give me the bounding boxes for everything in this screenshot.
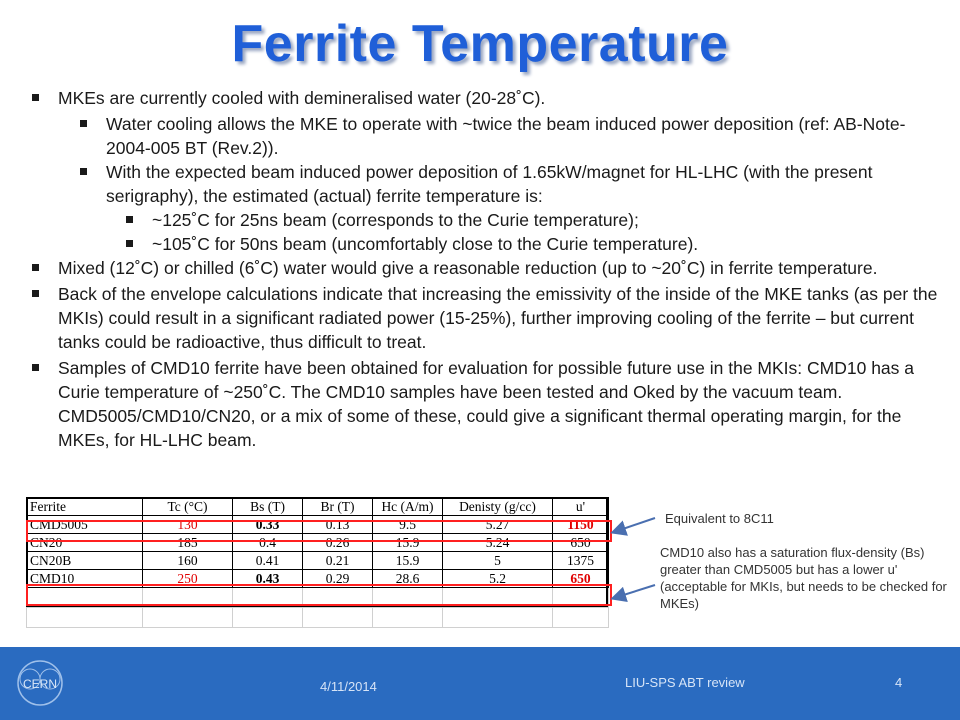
square-bullet-icon <box>80 168 87 175</box>
bullet-text: Mixed (12˚C) or chilled (6˚C) water would give a reasonable reduction (up to ~20˚C) in ferrite temperature. <box>58 258 878 278</box>
table-cell: CMD10 <box>27 570 143 588</box>
arrow-to-cmd10 <box>614 585 655 598</box>
empty-grid-row <box>27 608 609 628</box>
table-cell: 9.5 <box>373 516 443 534</box>
table-cell: 0.33 <box>233 516 303 534</box>
table-cell: 5.24 <box>443 534 553 552</box>
header-cell: Denisty (g/cc) <box>443 498 553 516</box>
table-cell: 160 <box>143 552 233 570</box>
table-cell: 250 <box>143 570 233 588</box>
square-bullet-icon <box>32 364 39 371</box>
cmd10-row-highlight <box>26 584 612 606</box>
table-cell: 0.13 <box>303 516 373 534</box>
footer-bar <box>0 647 960 720</box>
table-row <box>27 552 609 570</box>
ferrite-table <box>26 497 609 628</box>
header-cell: Ferrite <box>27 498 143 516</box>
table-header-row <box>27 498 609 516</box>
table-cell: 15.9 <box>373 534 443 552</box>
table-cell: 130 <box>143 516 233 534</box>
page-number: 4 <box>895 675 903 690</box>
square-bullet-icon <box>126 216 133 223</box>
sub-bullet-item <box>30 112 945 160</box>
table-cell: CN20 <box>27 534 143 552</box>
bullet-text: MKEs are currently cooled with demineralised water (20-28˚C). <box>58 88 546 108</box>
header-cell: Bs (T) <box>233 498 303 516</box>
bullet-text: With the expected beam induced power deposition of 1.65kW/magnet for HL-LHC (with the present serigraphy), the estimated (actual) ferrite temperature is: <box>106 162 873 206</box>
header-cell: Br (T) <box>303 498 373 516</box>
table-cell: 5 <box>443 552 553 570</box>
arrow-to-cmd5005 <box>614 518 655 532</box>
table-cell: 185 <box>143 534 233 552</box>
bullet-list <box>30 86 945 454</box>
sub-sub-bullet-item <box>30 208 945 232</box>
table-cell: 5.27 <box>443 516 553 534</box>
table-cell: 15.9 <box>373 552 443 570</box>
table-cell: 0.43 <box>233 570 303 588</box>
bullet-text: Water cooling allows the MKE to operate with ~twice the beam induced power deposition (ref: AB-Note-2004-005 BT (Rev.2)). <box>106 114 906 158</box>
cmd10-note: CMD10 also has a saturation flux-density (Bs) greater than CMD5005 but has a lower u' (acceptable for MKIs, but needs to be checked for MKEs) <box>660 545 947 611</box>
table-cell: 650 <box>553 534 609 552</box>
sub-sub-bullet-item <box>30 232 945 256</box>
bullet-item <box>30 256 945 280</box>
bullet-text: ~105˚C for 50ns beam (uncomfortably close to the Curie temperature). <box>152 234 699 254</box>
cern-logo-icon <box>12 657 68 709</box>
table-cell: 0.29 <box>303 570 373 588</box>
table-cell: 650 <box>553 570 609 588</box>
table-cell: 0.21 <box>303 552 373 570</box>
square-bullet-icon <box>32 94 39 101</box>
square-bullet-icon <box>80 120 87 127</box>
table-cell: 5.2 <box>443 570 553 588</box>
logo-text: CERN <box>22 677 58 691</box>
square-bullet-icon <box>32 290 39 297</box>
table-cell: 1375 <box>553 552 609 570</box>
sub-bullet-item <box>30 160 945 208</box>
header-cell: u' <box>553 498 609 516</box>
table-cell: 0.41 <box>233 552 303 570</box>
footer-date: 4/11/2014 <box>320 679 377 694</box>
table-cell: CN20B <box>27 552 143 570</box>
footer-title: LIU-SPS ABT review <box>625 675 745 690</box>
header-cell: Tc (°C) <box>143 498 233 516</box>
equivalent-note: Equivalent to 8C11 <box>665 511 774 526</box>
header-cell: Hc (A/m) <box>373 498 443 516</box>
bullet-item <box>30 86 945 110</box>
cmd5005-row-highlight <box>26 520 612 542</box>
table-cell: 0.4 <box>233 534 303 552</box>
table-cell: CMD5005 <box>27 516 143 534</box>
bullet-text: Back of the envelope calculations indicate that increasing the emissivity of the inside of the MKE tanks (as per the MKIs) could result in a significant radiated power (15-25%), further improving cooling of the ferrite – but current tanks could be radioactive, thus difficult to treat. <box>58 284 938 352</box>
bullet-text: ~125˚C for 25ns beam (corresponds to the Curie temperature); <box>152 210 639 230</box>
slide-title: Ferrite Temperature <box>231 15 729 73</box>
bullet-item <box>30 282 945 354</box>
bullet-text: Samples of CMD10 ferrite have been obtained for evaluation for possible future use in the MKIs: CMD10 has a Curie temperature of ~250˚C. The CMD10 samples have been tested and Oked by the vacuum team. CMD5005/CMD10/CN20, or a mix of some of these, could give a significant thermal operating margin, for the MKEs, for HL-LHC beam. <box>58 358 915 450</box>
bullet-item <box>30 356 945 452</box>
square-bullet-icon <box>32 264 39 271</box>
table-cell: 1150 <box>553 516 609 534</box>
table-cell: 0.26 <box>303 534 373 552</box>
square-bullet-icon <box>126 240 133 247</box>
table-cell: 28.6 <box>373 570 443 588</box>
